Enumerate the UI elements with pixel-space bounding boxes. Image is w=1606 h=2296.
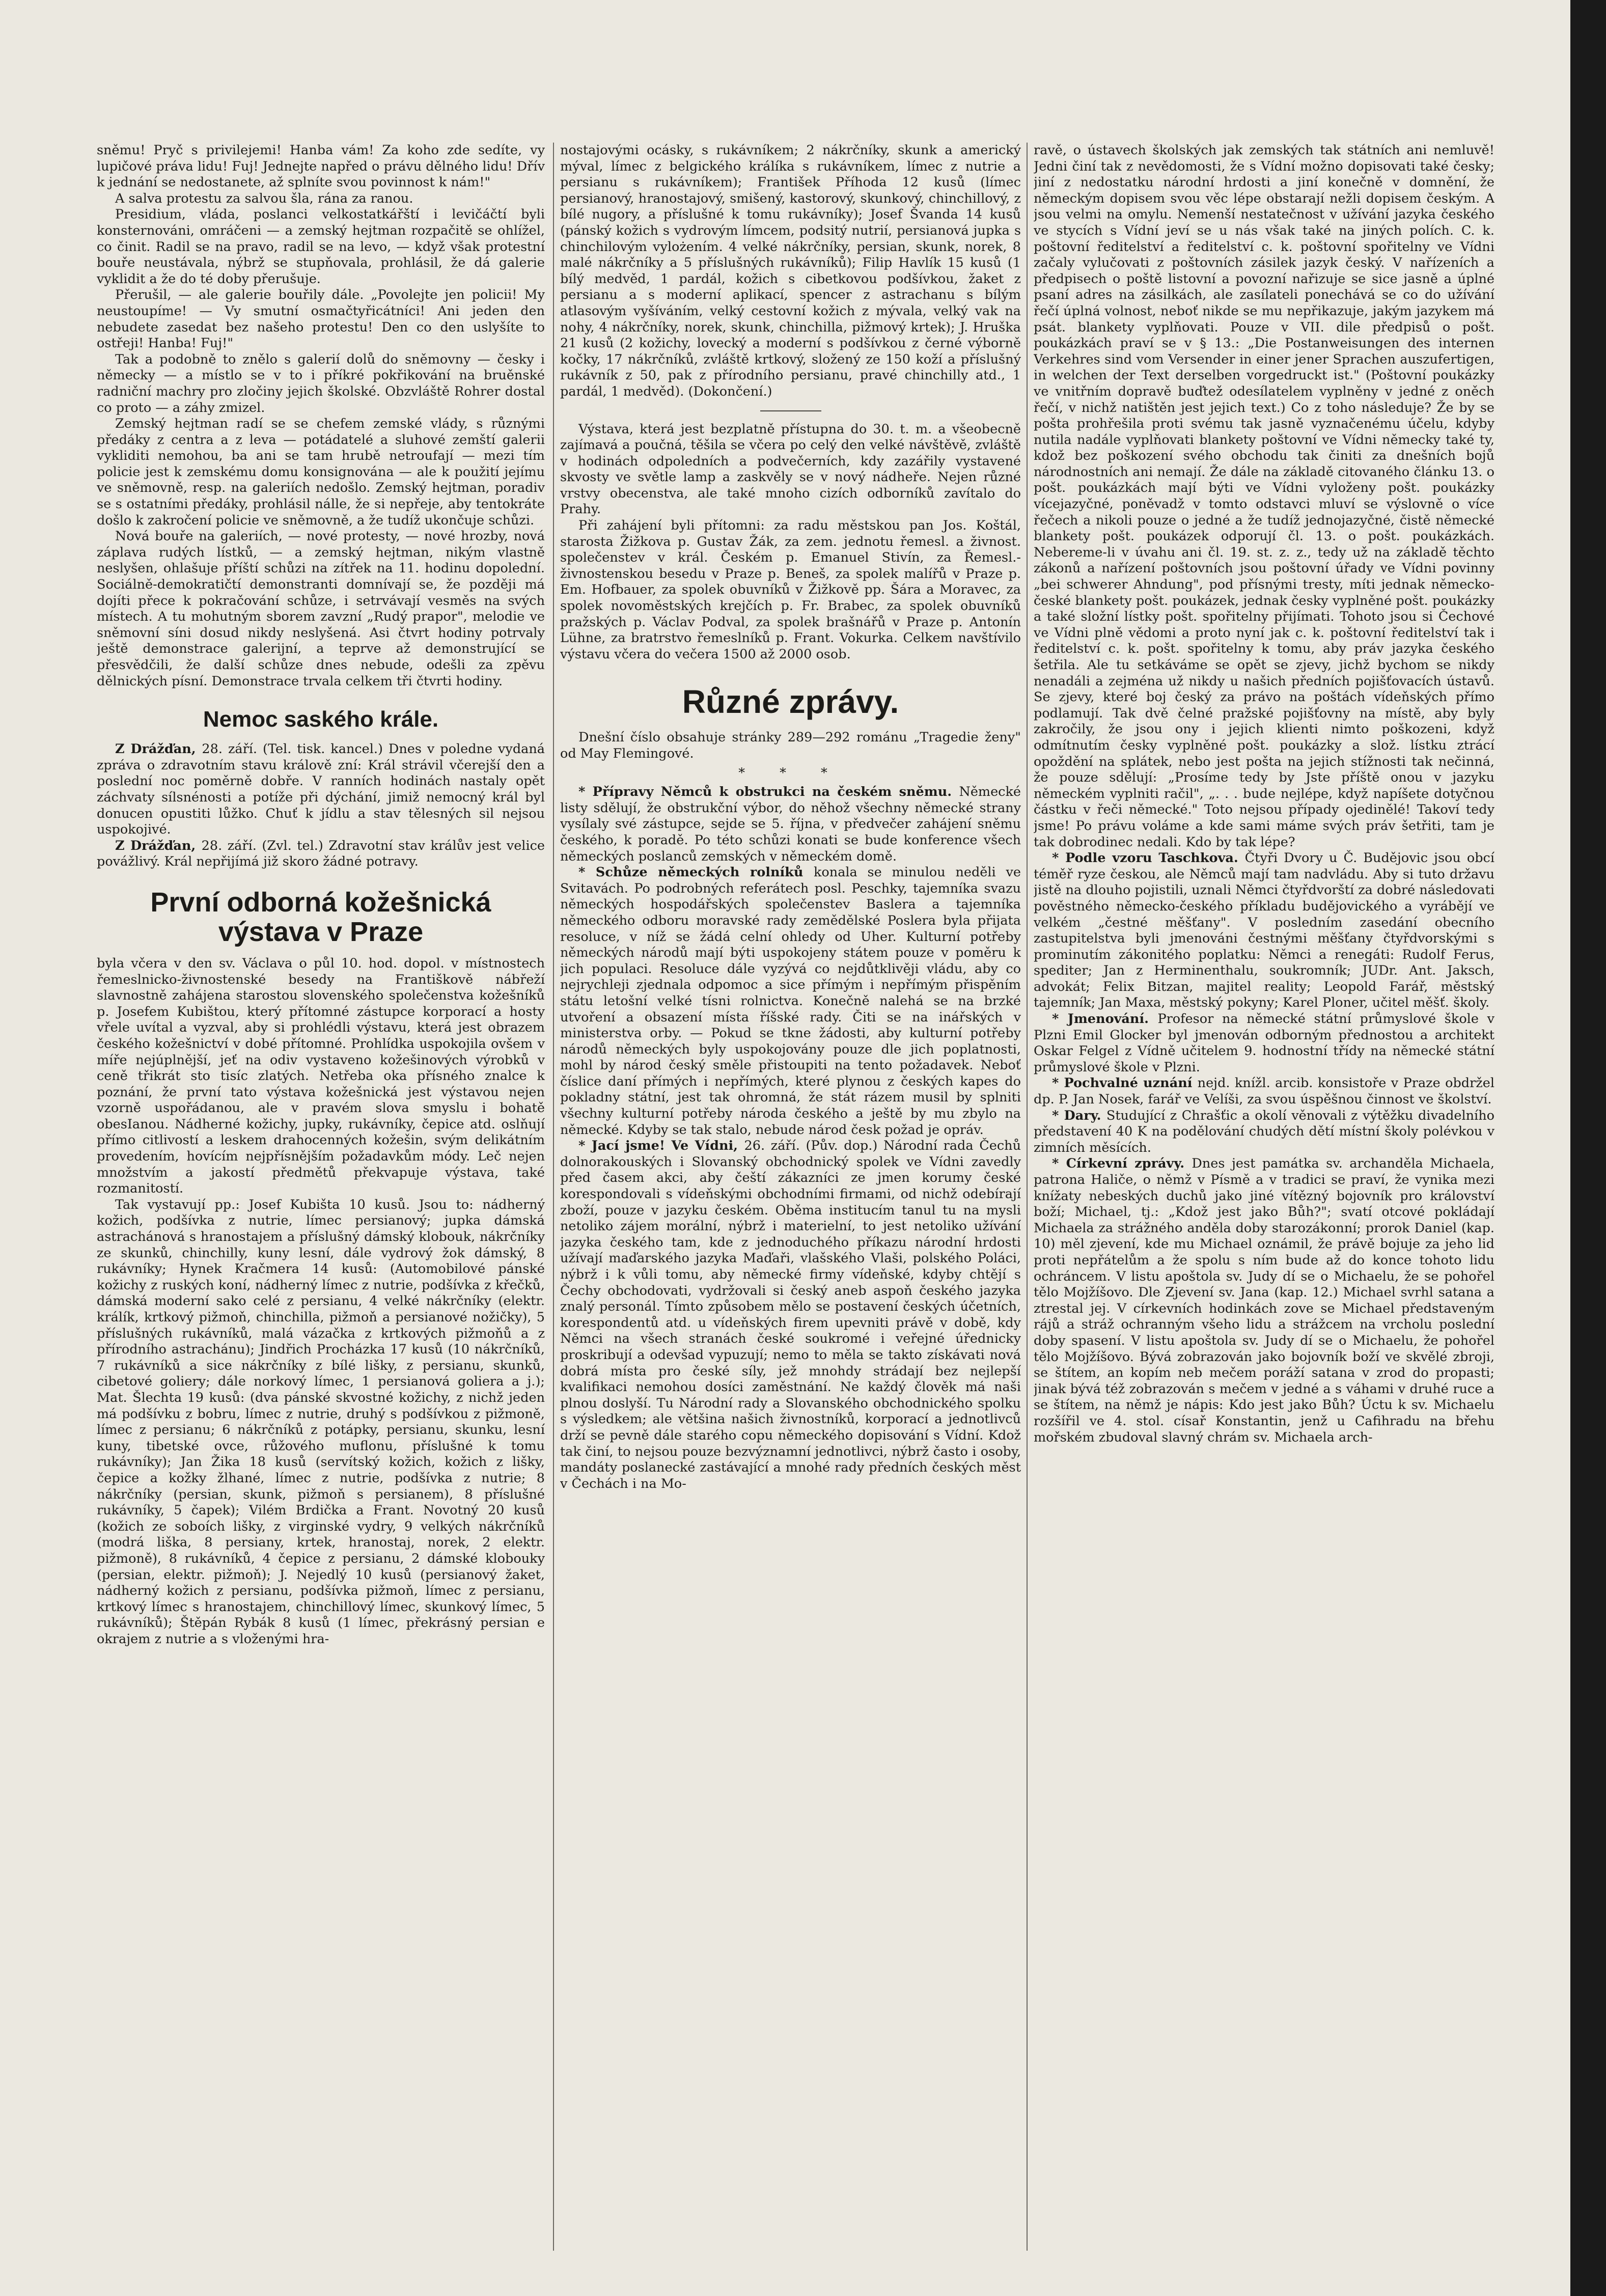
paragraph-lead: * Schůze německých rolníků <box>578 865 814 880</box>
column-1 <box>97 143 545 2251</box>
article-headline: Nemoc saského krále. <box>203 707 439 732</box>
article-paragraph <box>1034 143 1494 850</box>
column-rule-1 <box>553 143 554 2251</box>
paragraph-lead: * Přípravy Němců k obstrukci na českém sněmu. <box>578 784 959 800</box>
paragraph-text: Zemský hejtman radí se se chefem zemské vlády, s různými předáky z centra a z leva — potádatelé a sluhové zemští galerii vykliditi nemohou, ba ani se tam hrubě netroufají — mezi tím policie jest k zemskému domu konsignována — ale k použití jejímu ve sněmovně, resp. na galeriích nedošlo. Zemský hejtman, poradiv se s ostatními předáky, prohlásil nálle, že si nepřeje, aby tentokráte došlo k zakročení policie ve sněmovně, a že tudíž ukončuje schůzi. <box>97 416 545 528</box>
paragraph-text: Čtyři Dvory u Č. Budějovic jsou obcí téměř ryze českou, ale Němců mají tam nadvládu. Aby si tuto državu jistě na dlouho pojistili, uznali Němci čtyřdvorští za dobré následovati pověstného německo-českého příkladu budějovického a vyrábějí ve velkém „čestné měšťany". V posledním zasedání obecního zastupitelstva byli jmenováni čestnými měšťany čtyřdvorskými s prominutím zákonitého poplatku: Němci a renegáti: Rudolf Ferus, spediter; Jan z Herminenthalu, soukromník; JUDr. Ant. Jaksch, advokát; Felix Bitzan, majitel reality; Leopold Farář, městský tajemník; Jan Maxa, městský pokyny; Karel Ploner, učitel měšť. školy. <box>1034 850 1494 1011</box>
article-paragraph <box>1034 850 1494 1011</box>
paragraph-text: Studující z Chrašťic a okolí věnovali z výtěžku divadelního představení 40 K na podělování chudých dětí místní školy polévkou v zimních měsících. <box>1034 1108 1494 1155</box>
article-headline: První odborná kožešnická výstava v Praze <box>150 887 491 947</box>
article-paragraph <box>97 191 545 207</box>
paragraph-text: A salva protestu za salvou šla, rána za ranou. <box>115 190 413 206</box>
article-paragraph <box>560 865 1021 1138</box>
paragraph-lead: * Církevní zprávy. <box>1052 1156 1192 1172</box>
column-3 <box>1034 143 1494 2251</box>
article-paragraph <box>97 1197 545 1648</box>
paragraph-text: Tak vystavují pp.: Josef Kubišta 10 kusů. Jsou to: nádherný kožich, podšívka z nutrie, límec persianový; jupka dámská astrachánová s hranostajem a příslušný dámský klobouk, nákrčníky ze skunků, chinchilly, kuny lesní, dále vydrový žok dámský, 8 rukávníky; Hynek Kračmera 14 kusů: (Automobilové pánské kožichy z ruských koní, nádherný límec z nutrie, podšívka z křečků, dámská moderní sako celé z persianu, 4 velké nákrčníky (elektr. králík, krtkový pižmoň, chinchilla, pižmoň a persianové nožičky), 5 příslušných rukávníků, malá vázačka z krtkových pižmoňů a z přírodního astrachánu); Jindřich Procházka 17 kusů (10 nákrčníků, 7 rukávníků a sice nákrčníky z bílé lišky, z persianu, skunků, cibetové goliery; dále norkový límec, 1 persianová goliera a j.); Mat. Šlechta 19 kusů: (dva pánské skvostné kožichy, z nichž jeden má podšívku z bobru, límec z nutrie, druhý s podšívkou z pižmoně, límec z persianu; 6 nákrčníků z potápky, persianu, skunku, lesní kuny, tibetské ovce, růžového muflonu, příslušné k tomu rukávníky); Jan Žika 18 kusů (servítský kožich, kožich z lišky, čepice a kožky žlhané, límec z nutrie, podšívka z nutrie; 8 nákrčníky (persian, skunk, pižmoň s persianem), 8 příslušné rukávníky, 5 čapek); Vilém Brdička a Frant. Novotný 20 kusů (kožich ze soboích lišky, z virginské vydry, 9 velkých nákrčníků (modrá liška, 8 persiany, krtek, hranostaj, norek, 2 elektr. pižmoně), 8 rukávníků, 4 čepice z persianu, 2 dámské klobouky (persian, elektr. pižmoň); J. Nejedlý 10 kusů (persianový žaket, nádherný kožich z persianu, podšívka pižmoň, límec z persianu, krtkový límec s hranostajem, chinchillový límec, skunkový límec, 5 rukávníků); Štěpán Rybák 8 kusů (1 límec, překrásný persian e okrajem z nutrie a s vloženými hra- <box>97 1197 545 1647</box>
article-paragraph <box>97 956 545 1197</box>
paragraph-text: Dnešní číslo obsahuje stránky 289—292 románu „Tragedie ženy" od May Flemingové. <box>560 730 1021 761</box>
article-paragraph <box>97 416 545 529</box>
article-paragraph <box>560 784 1021 865</box>
article-headline: Různé zprávy. <box>682 683 899 721</box>
paragraph-text: Profesor na německé státní průmyslové škole v Plzni Emil Glocker byl jmenován odborným přednostou a architekt Oskar Felgel z Vídně učitelem 9. hodnostní třídy na německé státní průmyslové škole v Plzni. <box>1034 1011 1494 1075</box>
paragraph-lead: * Jací jsme! Ve Vídni, <box>578 1138 744 1154</box>
article-paragraph <box>560 422 1021 518</box>
paragraph-text: Dnes jest památka sv. archanděla Michaela, patrona Haliče, o němž v Písmě a v tradici se praví, že vynika mezi knížaty nebeských duchů jako jiné vítězný bojovník pro království boží; Michael, tj.: „Kdož jest jako Bůh?"; svatí otcové pokládají Michaela za strážného anděla doby starozákonní; prorok Daniel (kap. 10) měl zjevení, kde mu Michael oznámil, že právě bojuje za jeho lid proti nepřátelům a že spolu s ním bude až do konce tohoto lidu ochráncem. V listu apoštola sv. Judy dí se o Michaelu, že se pohořel tělo Mojžíšovo. Dle Zjevení sv. Jana (kap. 12.) Michael svrhl satana a ztrestal jej. V církevních hodinkách zove se Michael představeným rájů a stráž ochranným všeho lidu a strážcem na vrcholu poslední doby spasení. V listu apoštola sv. Judy dí se o Michaelu, že pohořel tělo Mojžíšovo. Bývá zobrazován jako bojovník boží ve skvělé zbroji, se štítem, an kopím neb mečem poráží satana v zrod do propasti; jinak bývá též zobrazován s mečem v jedné a s váhami v druhé ruce a se štítem, na němž je nápis: Kdo jest jako Bůh? Úctu k sv. Michaelu rozšířil ve 4. stol. císař Konstantin, jenž u Cafihradu na břehu mořském zbudoval slavný chrám sv. Michaela arch- <box>1034 1156 1494 1445</box>
paragraph-lead: * Dary. <box>1052 1108 1106 1123</box>
paragraph-text: 26. září. (Pův. dop.) Národní rada Čechů dolnorakouských i Slovanský obchodnický spolek ve Vídni zavedly před časem akci, aby čeští zákazníci ze jmen korumy české korespondovali s vídeňskými obchodními firmami, od nichž odebírají zboží, pouze v jazyku českém. Oběma institucím tanul tu na mysli netoliko zájem morální, nýbrž i materielní, to jest netoliko užívání jazyka českého tam, kde z jednoduchého příkazu národní hrdosti užívají maďarského jazyka Maďaři, vlašského Vlaši, polského Poláci, nýbrž i k vůli tomu, aby německé firmy vídeňské, kdyby chtějí s Čechy obchodovati, vydržovali si český aneb aspoň českého jazyka znalý personál. Tímto způsobem mělo se postavení českých účetních, korespondentů atd. u vídeňských firem upevniti právě v době, kdy Němci na všech stranách české soukromé i veřejné úřednicky proskribují a odevšad vypuzují; nemo to měla se takto získávati nová dobrá místa pro české síly, jež mnohdy strádají bez nejlepší kvalifikaci nemohou dosíci zaměstnání. Ne každý člověk má naši plnou doslyší. Tu Národní rady a Slovanského obchodnického spolku s výsledkem; ale většina našich živnostníků, korporací a jednotlivců drží se pevně dále starého copu německého dopisování s Vídní. Kdož tak činí, to nejsou pouze bezvýznamní jednotlivci, nýbrž často i osoby, mandáty poslanecké zastávající a mnohé rady předních českých měst v Čechách i na Mo- <box>560 1138 1021 1491</box>
article-paragraph <box>97 287 545 351</box>
column-rule-2 <box>1027 143 1028 2251</box>
article-paragraph <box>560 1138 1021 1492</box>
asterism-divider: * * * <box>738 765 843 781</box>
article-paragraph <box>1034 1156 1494 1446</box>
paragraph-text: Přerušil, — ale galerie bouřily dále. „Povolejte jen policii! My neustoupíme! — Vy smutní osmačtyřicátníci! Ani jeden den nebudete zasedat bez našeho protestu! Den co den uslyšíte to ostřeji! Hanba! Fuj!" <box>97 287 545 351</box>
paragraph-text: nostajovými ocásky, s rukávníkem; 2 nákrčníky, skunk a americký mýval, límec z belgického králíka s rukávníkem, límec z nutrie a persianu s rukávníkem); František Příhoda 12 kusů (límec persianový, hranostajový, smišený, kastorový, skunkový, chinchillový, z bílé nugory, a příslušné k tomu rukávníky); Josef Švanda 14 kusů (pánský kožich s vydrovým límcem, podsitý nutrií, persianová jupka s chinchilovým vylożením. 4 velké nákrčníky, persian, skunk, norek, 8 malé nákrčníky a 5 příslušných rukávníků); Filip Havlík 15 kusů (1 bílý medvěd, 1 pardál, kožich s cibetkovou podšívkou, žaket z persianu a s moderní aplikací, spencer z astrachanu s bílým atlasovým vyšíváním, velký cestovní kožich z mývala, velký vak na nohy, 4 nákrčníky, norek, skunk, chinchilla, pižmový krtek); J. Hruška 21 kusů (2 kožichy, lovecký a moderní s podšívkou z černé výborně kočky, 17 nákrčníků, zvláště krtkový, složený ze 150 koží a příslušný rukávník z 50, pak z přírodního persianu, pravé chinchilly atd., 1 pardál, 1 medvěd). (Dokončení.) <box>560 143 1021 399</box>
article-paragraph <box>1034 1075 1494 1108</box>
article-paragraph <box>560 518 1021 662</box>
paragraph-text: Tak a podobně to znělo s galerií dolů do sněmovny — česky i německy — a místlo se v to i příkré pokřikování na bruěnské radniční machry pro zločiny jejich školské. Obzvláště Rohrer dostal co proto — a záhy zmizel. <box>97 351 545 416</box>
paragraph-text: Německé listy sdělují, že obstrukční výbor, do něhož všechny německé strany vysílaly své zástupce, sejde se 5. října, v předvečer zahájení sněmu českého, k poradě. Po této schůzi konati se bude konference všech německých poslanců zemských v německém domě. <box>560 784 1021 864</box>
paragraph-text: Nová bouře na galeriích, — nové protesty, — nové hrozby, nová záplava rudých lístků, — a zemský hejtman, nikým vlastně neslyšen, ohlašuje příští schůzi na zítřek na 11. hodinu dopolední. Sociálně-demokratičtí demonstranti domnívají se, že později má dojíti přece k pokračování schůze, i setrvávají vesměs na svých místech. A tu mohutným sborem zavzní „Rudý prapor", melodie ve sněmovní síni dosud nikdy neslyšená. Asi čtvrt hodiny potrvaly ještě demonstrace galerijní, a teprve až demonstrující se přesvědčili, že další schůze dnes nebude, odešli za zpěvu dělnických písní. Demonstrace trvala celkem tři čtvrti hodiny. <box>97 529 545 689</box>
article-paragraph <box>560 143 1021 400</box>
column-2 <box>560 143 1021 2251</box>
paragraph-text: konala se minulou neděli ve Svitavách. Po podrobných referátech posl. Peschky, tajemníka svazu německých hospodářských společenstev Baslera a tajemníka německého odboru moravské rady zemědělské Poslera byla přijata resoluce, v níž se žádá celní ohledy od Uher. Kulturní potřeby německých národů mají býti uspokojeny státem pouze v poměru k jich populaci. Resoluce dále vyzývá co nejdůtklivěji vládu, aby co nejrychleji zjednala odpomoc a sice přímým i nepřímým přispěním státu letošní velké tísni rolnictva. Konečně nalehá se na brzké utvoření a obsazení místa říšské rady. Čiti se na inářských v ministerstva orby. — Pokud se tkne žádosti, aby kulturní potřeby národů německých byly uspokojovány pouze dle jich poplatnosti, mohl by národ český směle přistoupiti na tento požadavek. Neboť číslice daní přímých i nepřímých, které plynou z českých kapes do pokladny státní, jest tak ohromná, že stát rázem musil by splniti všechny kulturní potřeby národa českého a ještě by mu zbylo na německé. Kdyby se tak stalo, nebude národ česk požad je opráv. <box>560 865 1021 1138</box>
paragraph-lead: Z Drážďan, <box>115 741 202 757</box>
paragraph-lead: * Pochvalné uznání <box>1052 1075 1198 1091</box>
paragraph-text: Presidium, vláda, poslanci velkostatkářští i levičáčtí byli konsternováni, omráčeni — a zemský hejtman rozpačitě se ohlížel, co činit. Radil se na pravo, radil se na levo, — když však protestní bouře neustávala, nýbrž se stupňovala, prohlásil, že dá galerie vyklidit a že do té doby přerušuje. <box>97 207 545 287</box>
paragraph-text: nejd. knížl. arcib. konsistoře v Praze obdržel dp. P. Jan Nosek, farář ve Velíši, za svou úspěšnou činnost ve školství. <box>1034 1075 1494 1108</box>
paragraph-text: Výstava, která jest bezplatně přístupna do 30. t. m. a všeobecně zajímavá a poučná, těšila se včera po celý den velké návštěvě, zvláště v hodinách odpoledních a podvečerních, kdy zazářily vystavené skvosty ve světle lamp a zaskvěly se v nový nádheře. Nejen různé vrstvy obecenstva, ale také mnoho cizích odborníků zavítalo do Prahy. <box>560 421 1021 517</box>
paragraph-text: 28. září. (Tel. tisk. kancel.) Dnes v poledne vydaná zpráva o zdravotním stavu králově zní: Král strávil včerejší den a poslední noc poměrně dobře. V ranních hodinách nastaly opět záchvaty sílsnénosti a potíže při dýchání, jimiž nemocný král byl donucen opustiti lůžko. Chuť k jídlu a stav tělesných sil nejsou uspokojivé. <box>97 741 545 838</box>
page-edge-shadow <box>1570 0 1606 2296</box>
article-paragraph <box>97 207 545 287</box>
article-paragraph <box>1034 1011 1494 1075</box>
article-paragraph <box>1034 1108 1494 1156</box>
paragraph-text: byla včera v den sv. Václava o půl 10. hod. dopol. v místnostech řemeslnicko-živnostenské besedy na Františkově nábřeží slavnostně zahájena starostou slovenského společenstva kožešníků p. Josefem Kubištou, který přítomné zástupce korporací a hosty vřele uvítal a vyzval, aby si prohlédli výstavu, která jest obrazem českého kožešnictví v dobé přítomné. Prohlídka uspokojila ovšem v míře nejúplnější, jeť na odiv vystaveno kožešinových výrobků v ceně třikrát sto tisíc zlatých. Netřeba oka přísného znalce k poznání, že první tato výstava kožešnická jest výstavou nejen vzorně uspořádanou, ale v pravém slova smyslu i bohatě obesIanou. Nádherné kožichy, jupky, rukávníky, čepice atd. oslňují přímo citlivostí a leskem drahocenných kožešin, svým delikátním provedením, hovícím nejpřísnějším požadavkům módy. Leč nejen množstvím a jakostí předmětů překvapuje výstava, také rozmanitostí. <box>97 955 545 1197</box>
article-paragraph <box>97 838 545 870</box>
article-paragraph <box>97 352 545 416</box>
article-paragraph <box>560 730 1021 762</box>
article-paragraph <box>97 143 545 191</box>
paragraph-text: Při zahájení byli přítomni: za radu městskou pan Jos. Koštál, starosta Žižkova p. Gustav Žák, za zem. jednotu řemesl. a živnost. společenstev v král. Českém p. Emanuel Stivín, za Řemesl.-živnostenskou besedu v Praze p. Beneš, za spolek malířů v Praze p. Em. Hofbauer, za spolek obuvníků v Žižkově pp. Šára a Moravec, za spolek novoměstských krejčích p. Fr. Brabec, za spolek obuvníků pražských p. Václav Podval, za spolek brašnářů v Praze p. Antonín Lühne, za bratrstvo řemeslníků p. Frant. Vokurka. Celkem navštívilo výstavu včera do večera 1500 až 2000 osob. <box>560 518 1021 662</box>
paragraph-lead: Z Drážďan, <box>115 838 202 853</box>
paragraph-lead: * Jmenování. <box>1052 1011 1158 1027</box>
article-paragraph <box>97 529 545 689</box>
paragraph-text: 28. září. (Zvl. tel.) Zdravotní stav králův jest velice povážlivý. Král nepřijímá již skoro žádné potravy. <box>97 838 545 870</box>
paragraph-text: sněmu! Pryč s privilejemi! Hanba vám! Za koho zde sedíte, vy lupičové práva lidu! Fuj! Jednejte napřed o právu dělného lidu! Dřív k jednání se nedostanete, až splníte svou povinnost k nám!" <box>97 143 545 190</box>
article-paragraph <box>97 741 545 838</box>
paragraph-lead: * Podle vzoru Taschkova. <box>1052 850 1245 866</box>
paragraph-text: ravě, o ústavech školských jak zemských tak státních ani nemluvě! Jedni činí tak z nevědomosti, že s Vídní možno dopisovati také česky; jiní z nedostatku národní hrdosti a jiní konečně v domnění, že německým dopisem svou věc lépe obstarají nežli dopisem českým. A jsou velmi na omylu. Nemenší nestatečnost v užívání jazyka českého ve stycích s Vídní jeví se u nás však také na jiných polích. C. k. poštovní ředitelství a ředitelství c. k. poštovní spořitelny ve Vídni začaly vylučovati z poštovních zásilek jazyk český. V nařízeních a předpisech o poště listovní a povozní nařizuje se sice jasně a úplné psaní adres na zásilkách, ale zasílateli ponechává se co do užívání řečí úplná volnost, neboť nikde se mu nepřikazuje, jakým jazykem má psát. blankety vyplňovati. Pouze v VII. dile předpisů o pošt. poukázkách praví se v § 13.: „Die Postanweisungen des internen Verkehres sind vom Versender in einer jener Sprachen auszufertigen, in welchen der Text derselben vorgedruckt ist." (Poštovní poukázky ve vnitřním dopravě buďtež odesílatelem vyplněny v jedné z oněch řečí, v nichž natištěn jest jejich text.) Co z toho následuje? Že by se pošta prohřešila proti svému tak jasně vyznačenému účelu, kdyby nutila nadále vyplňovati blankety poštovní ve Vídni německy také ty, kdož bez poškození svého obchodu tak činiti za dnešních bojů národnostních ani nemají. Že dále na základě citovaného článku 13. o pošt. poukázkách mají býti ve Vídni vyloženy pošt. poukázky vícejazyčné, poněvadž v tomto odstavci mluví se výslovně o více řečech a nikoli pouze o jedné a že tudíž jednojazyčné, čistě německé blankety pošt. poukázek odporují čl. 13. o pošt. poukázkách. Nebereme-li v úvahu ani čl. 19. st. z. z., tedy už na základě těchto zákonů a nařízení poštovních jsou poštovní úřady ve Vídni povinny „bei schwerer Ahndung", pod přísnými tresty, míti jednak německo-české blankety pošt. poukázek, jednak česky vyplněné pošt. poukázky a také složní lístky pošt. spořitelny přijímati. Tohoto jsou si Čechové ve Vídni plně vědomi a proto nyní jak c. k. poštovní ředitelství tak i ředitelství c. k. pošt. spořitelny k tomu, aby práv jazyka českého šetřila. Ale tu setkáváme se opět se zjevy, jichž bychom se nikdy nenadáli a zejména už nikdy u našich předních pojišťovacích ústavů. Se zjevy, které boj český za právo na poštách vídeňských přímo podlamují. Tak dvě čelné pražské pojišťovny na místě, aby byly zakročily, že jsou ony i jejich klienti nimto poškozeni, když odmítnutím česky vyplněné pošt. poukázky a slož. lístku ztrácí opoždění na splátek, nebo jest pošta na jejich stížnosti tak nečinná, že pouze sdělují: „Prosíme tedy by Jste příště onou v jazyku německém vyplniti račil", „. . . bude nejlépe, když napíšete dotyčnou částku v řeči německé." Toto nejsou případy ojedinělé! Takoví tedy jsme! Po právu voláme a kde sami máme svých práv šetřiti, tam je tak dobrodinec nedali. Kdo by tak lépe? <box>1034 143 1494 850</box>
section-divider <box>760 410 821 411</box>
